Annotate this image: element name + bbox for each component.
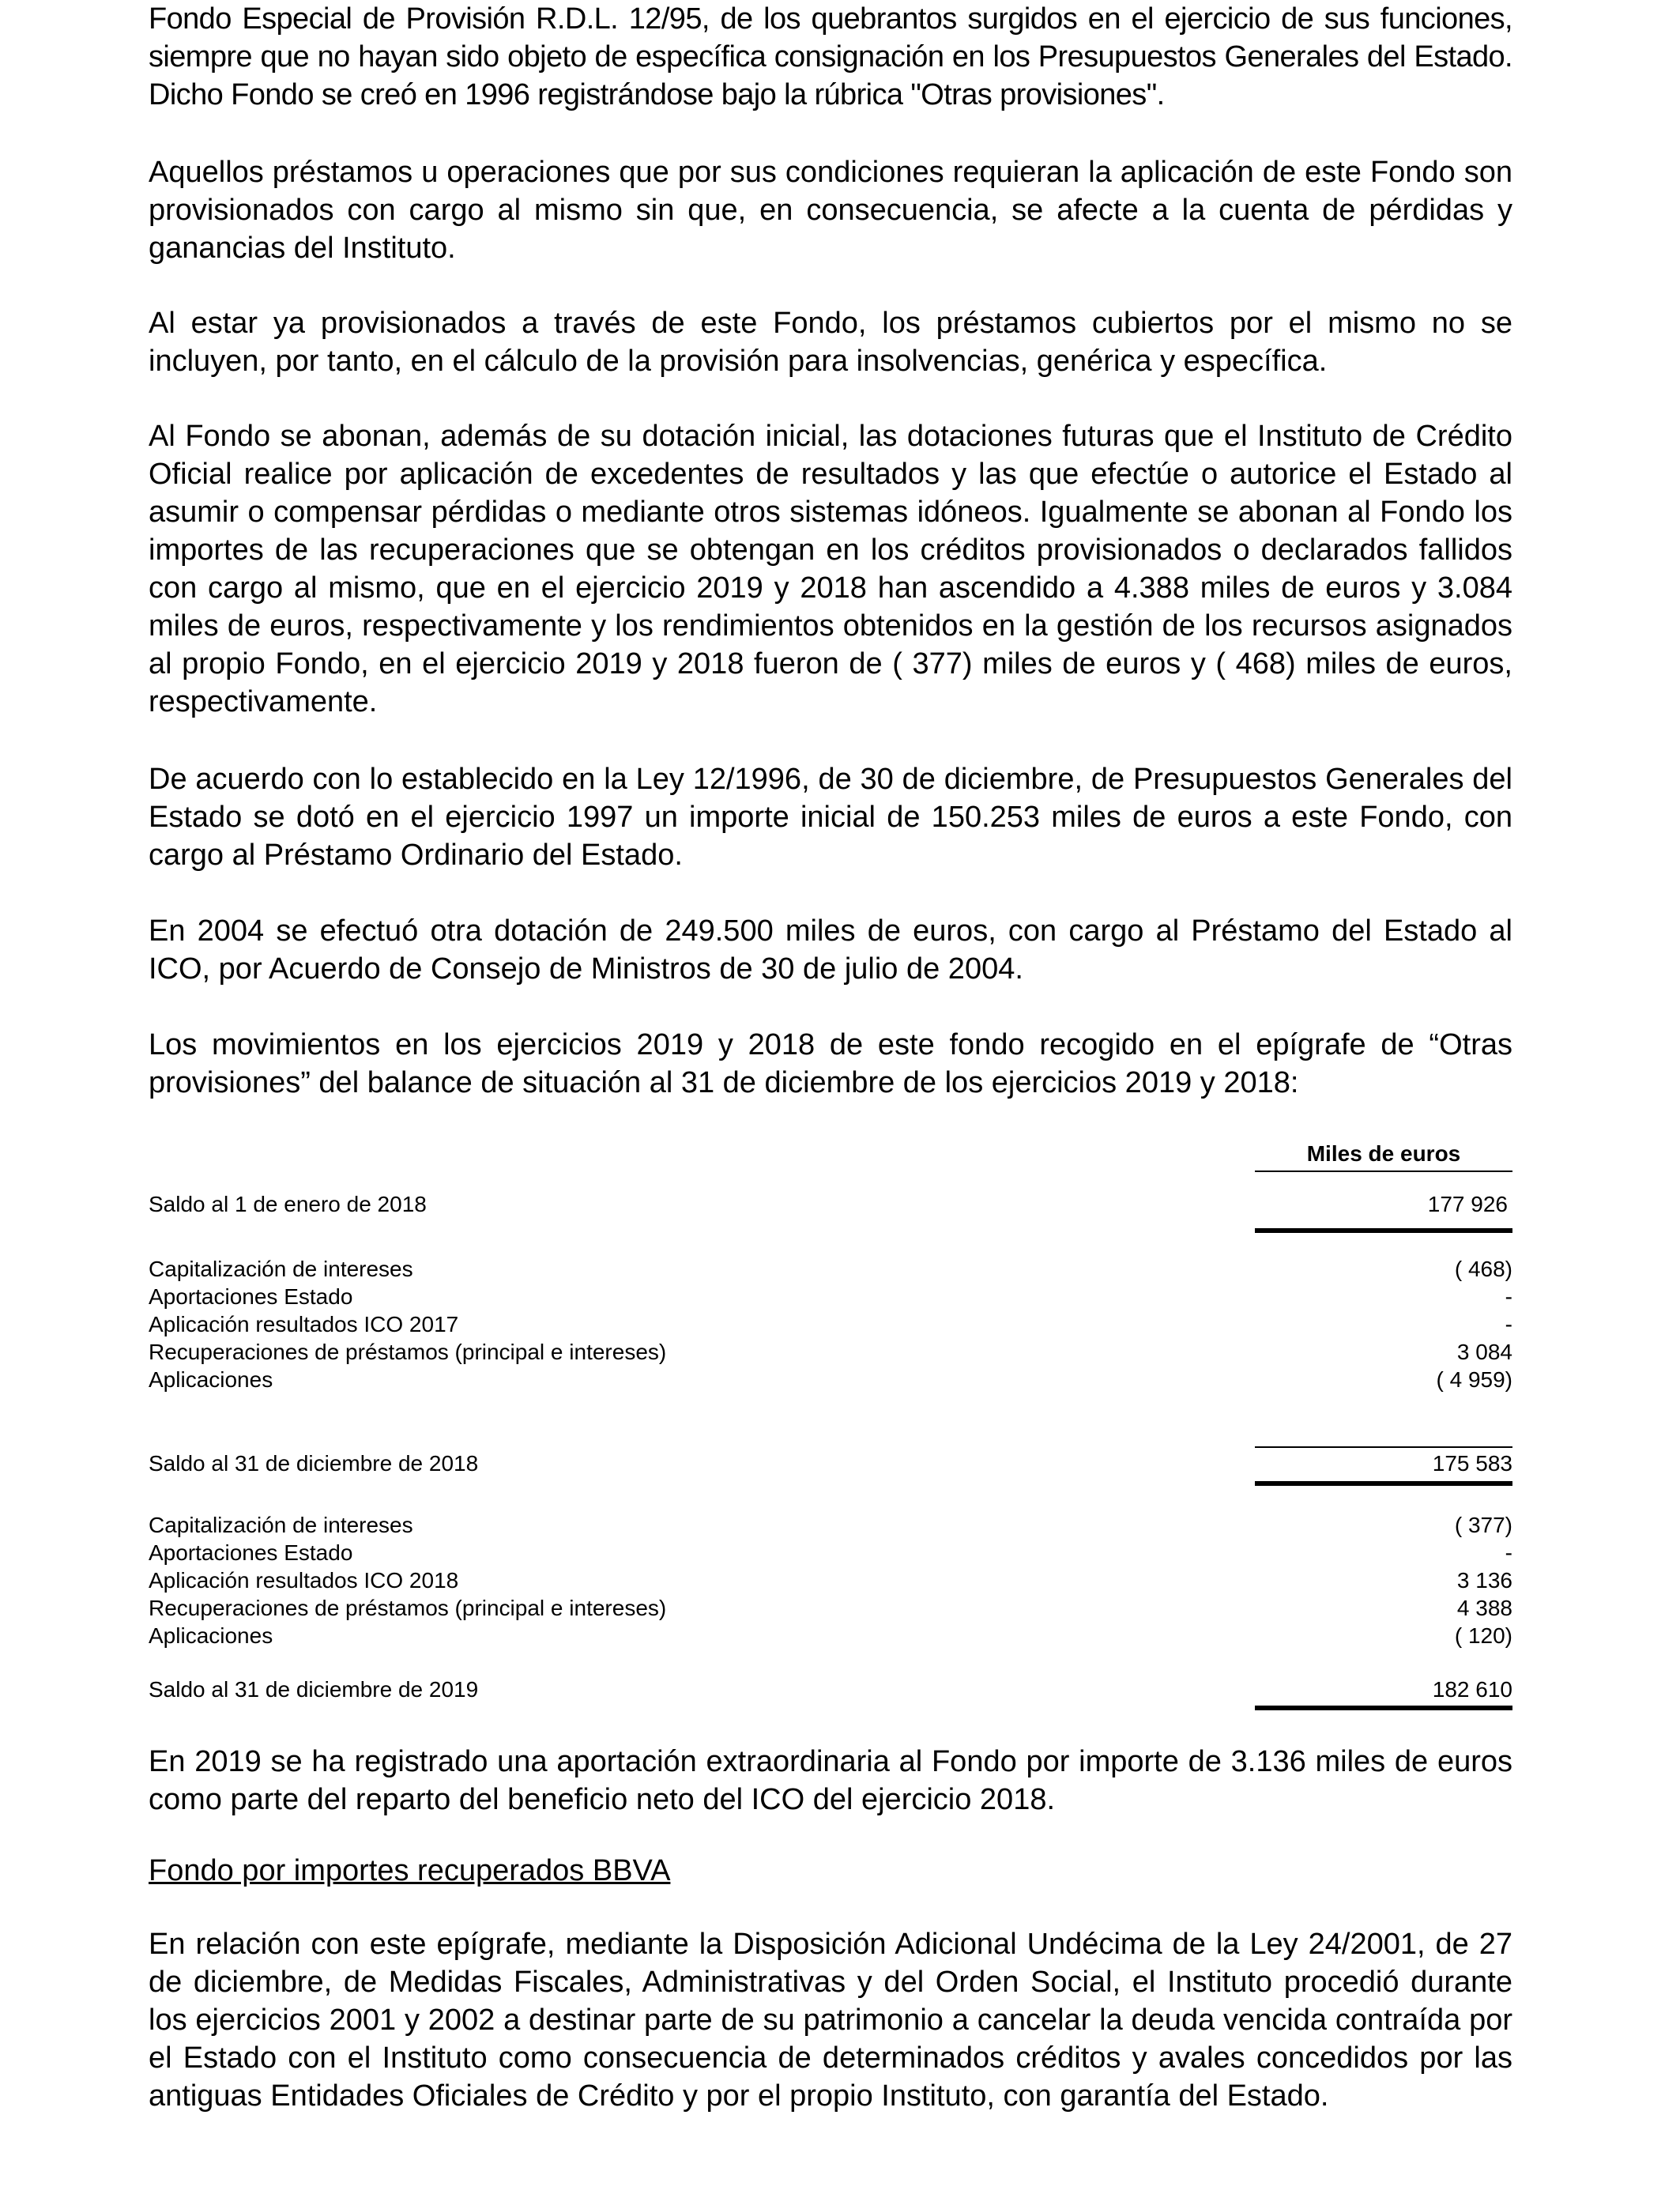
total-rule: [1255, 1228, 1512, 1233]
row-label: Capitalización de intereses: [149, 1513, 413, 1537]
table-row-close-2019: [149, 1676, 1512, 1703]
row-label: Aplicación resultados ICO 2017: [149, 1312, 459, 1336]
table-row: [149, 1594, 1512, 1622]
row-label: Recuperaciones de préstamos (principal e intereses): [149, 1596, 667, 1620]
row-value: ( 468): [1454, 1257, 1512, 1281]
paragraph-aportacion-2019: En 2019 se ha registrado una aportación extraordinaria al Fondo por importe de 3.136 miles de euros como parte del reparto del beneficio neto del ICO del ejercicio 2018.: [149, 1745, 1512, 1816]
row-label: Aplicaciones: [149, 1623, 273, 1648]
table-row: [149, 1622, 1512, 1649]
row-value: ( 4 959): [1436, 1367, 1512, 1392]
table-row-opening: [149, 1190, 1512, 1218]
row-value: 3 084: [1456, 1340, 1512, 1364]
table-row-close-2018: [149, 1449, 1512, 1477]
paragraph-bbva: En relación con este epígrafe, mediante la Disposición Adicional Undécima de la Ley 24/2001, de 27 de diciembre, de Medidas Fiscales, Administrativas y del Orden Social, el Instituto procedió durante los ejercicios 2001 y 2002 a destinar parte de su patrimonio a cancelar la deuda vencida contraída por el Estado con el Instituto como consecuencia de determinados créditos y avales concedidos por las antiguas Entidades Oficiales de Crédito y por el propio Instituto, con garantía del Estado.: [149, 1928, 1512, 2113]
row-label: Capitalización de intereses: [149, 1257, 413, 1281]
row-label: Saldo al 31 de diciembre de 2019: [149, 1677, 479, 1702]
row-value: -: [1505, 1312, 1512, 1336]
row-value: -: [1505, 1540, 1512, 1565]
table-row: [149, 1511, 1512, 1539]
table-row: [149, 1539, 1512, 1566]
table-block-2018: [149, 1255, 1512, 1393]
row-label: Saldo al 31 de diciembre de 2018: [149, 1451, 479, 1476]
paragraph-movimientos-intro: Los movimientos en los ejercicios 2019 y 2018 de este fondo recogido en el epígrafe de “Otras provisiones” del balance de situación al 31 de diciembre de los ejercicios 2019 y 2018:: [149, 1028, 1512, 1099]
table-row: [149, 1255, 1512, 1283]
row-label: Saldo al 1 de enero de 2018: [149, 1192, 427, 1216]
paragraph-fondo-especial: Fondo Especial de Provisión R.D.L. 12/95, de los quebrantos surgidos en el ejercicio de sus funciones, siempre que no hayan sido objeto de específica consignación en los Presupuestos Generales del Estado. Dicho Fondo se creó en 1996 registrándose bajo la rúbrica "Otras provisiones".: [149, 2, 1512, 111]
subtotal-rule: [1255, 1446, 1512, 1448]
row-value: 175 583: [1432, 1451, 1512, 1476]
table-row: [149, 1366, 1512, 1393]
row-label: Recuperaciones de préstamos (principal e intereses): [149, 1340, 667, 1364]
total-rule: [1255, 1481, 1512, 1486]
paragraph-ley-1996: De acuerdo con lo establecido en la Ley 12/1996, de 30 de diciembre, de Presupuestos Generales del Estado se dotó en el ejercicio 1997 un importe inicial de 150.253 miles de euros a este Fondo, con cargo al Préstamo Ordinario del Estado.: [149, 763, 1512, 872]
row-label: Aplicación resultados ICO 2018: [149, 1568, 459, 1593]
paragraph-dotacion-2004: En 2004 se efectuó otra dotación de 249.500 miles de euros, con cargo al Préstamo del Estado al ICO, por Acuerdo de Consejo de Ministros de 30 de julio de 2004.: [149, 914, 1512, 986]
table-row: [149, 1310, 1512, 1338]
row-value: 4 388: [1456, 1596, 1512, 1620]
row-value: 182 610: [1432, 1677, 1512, 1702]
paragraph-prestamos-provisionados: Aquellos préstamos u operaciones que por sus condiciones requieran la aplicación de este Fondo son provisionados con cargo al mismo sin que, en consecuencia, se afecte a la cuenta de pérdidas y ganancias del Instituto.: [149, 156, 1512, 265]
row-label: Aportaciones Estado: [149, 1540, 353, 1565]
table-row: [149, 1338, 1512, 1366]
paragraph-ya-provisionados: Al estar ya provisionados a través de este Fondo, los préstamos cubiertos por el mismo no se incluyen, por tanto, en el cálculo de la provisión para insolvencias, genérica y específica.: [149, 307, 1512, 378]
row-label: Aplicaciones: [149, 1367, 273, 1392]
total-rule: [1255, 1706, 1512, 1710]
row-value: ( 377): [1454, 1513, 1512, 1537]
row-value: 177 926: [1427, 1192, 1508, 1216]
table-row: [149, 1283, 1512, 1310]
row-label: Aportaciones Estado: [149, 1284, 353, 1309]
table-row: [149, 1566, 1512, 1594]
section-heading-bbva: Fondo por importes recuperados BBVA: [149, 1854, 671, 1887]
table-block-2019: [149, 1511, 1512, 1649]
table-header-miles-euros: Miles de euros: [1255, 1140, 1512, 1172]
paragraph-abonos-fondo: Al Fondo se abonan, además de su dotación inicial, las dotaciones futuras que el Instituto de Crédito Oficial realice por aplicación de excedentes de resultados y las que efectúe o autorice el Estado al asumir o compensar pérdidas o mediante otros sistemas idóneos. Igualmente se abonan al Fondo los importes de las recuperaciones que se obtengan en los créditos provisionados o declarados fallidos con cargo al mismo, que en el ejercicio 2019 y 2018 han ascendido a 4.388 miles de euros y 3.084 miles de euros, respectivamente y los rendimientos obtenidos en la gestión de los recursos asignados al propio Fondo, en el ejercicio 2019 y 2018 fueron de ( 377) miles de euros y ( 468) miles de euros, respectivamente.: [149, 420, 1512, 718]
row-value: 3 136: [1456, 1568, 1512, 1593]
row-value: -: [1505, 1284, 1512, 1309]
row-value: ( 120): [1454, 1623, 1512, 1648]
